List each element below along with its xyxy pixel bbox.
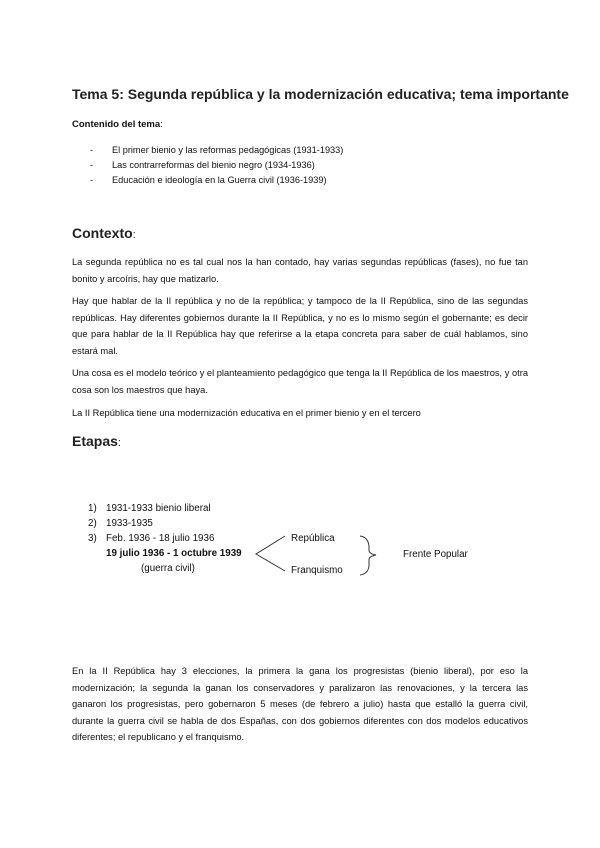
contexto-paragraph-1: La segunda república no es tal cual nos la han contado, hay varias segundas repúblicas (fases), no fue tan bonito y arcoíris, hay que matizarlo. bbox=[72, 257, 528, 284]
etapas-heading-colon: : bbox=[117, 437, 121, 449]
result-label: Frente Popular bbox=[403, 549, 468, 560]
stage-number: 3) bbox=[88, 533, 97, 544]
contexto-heading-colon: : bbox=[132, 229, 136, 241]
stage-text: Feb. 1936 - 18 julio 1936 bbox=[106, 533, 215, 544]
right-bracket bbox=[360, 536, 376, 575]
list-item: - Las contrarreformas del bienio negro (1934-1936) bbox=[90, 158, 343, 173]
stage-bold-line: 19 julio 1936 - 1 octubre 1939 bbox=[106, 548, 242, 559]
list-item: - El primer bienio y las reformas pedagógicas (1931-1933) bbox=[90, 143, 343, 158]
contexto-paragraph-3: Una cosa es el modelo teórico y el planteamiento pedagógico que tenga la II República de los maestros, y otra cosa son los maestros que haya. bbox=[72, 368, 528, 395]
contexto-heading-text: Contexto bbox=[72, 225, 133, 241]
stage-sub-line: (guerra civil) bbox=[141, 563, 195, 574]
branch-lines bbox=[256, 536, 285, 571]
stage-number: 1) bbox=[88, 503, 97, 514]
contexto-paragraph-2: Hay que hablar de la II república y no de la república; y tampoco de la II República, sino de las segundas repúblicas. Hay diferentes gobiernos durante la II República, y no es lo mismo según el gobernante; es decir que para hablar de la II República hay que referirse a la etapa concreta para saber de cuál hablamos, sino estará mal. bbox=[72, 296, 528, 356]
page-title: Tema 5: Segunda república y la modernización educativa; tema importante bbox=[72, 86, 569, 102]
contexto-paragraph-4: La II República tiene una modernización educativa en el primer bienio y en el tercero bbox=[72, 408, 421, 418]
list-item: - Educación e ideología en la Guerra civil (1936-1939) bbox=[90, 173, 343, 188]
stage-text: 1933-1935 bbox=[106, 518, 153, 529]
content-label-colon: : bbox=[160, 119, 163, 130]
branch-bottom-label: Franquismo bbox=[291, 565, 343, 576]
content-label-text: Contenido del tema bbox=[72, 119, 161, 130]
stage-number: 2) bbox=[88, 518, 97, 529]
branch-top-label: República bbox=[291, 533, 335, 544]
etapas-heading-text: Etapas bbox=[72, 433, 118, 449]
stage-text: 1931-1933 bienio liberal bbox=[106, 503, 211, 514]
final-paragraph: En la II República hay 3 elecciones, la primera la gana los progresistas (bienio liberal), por eso la modernización; la segunda la ganan los conservadores y paralizaron las renovaciones, y la tercera las ganaron los progresistas, pero gobernaron 5 meses (de febrero a julio) hasta que estalló la guerra civil, durante la guerra civil se habla de dos Españas, con dos gobiernos diferentes con dos modelos educativos diferentes; el republicano y el franquismo. bbox=[72, 666, 528, 742]
